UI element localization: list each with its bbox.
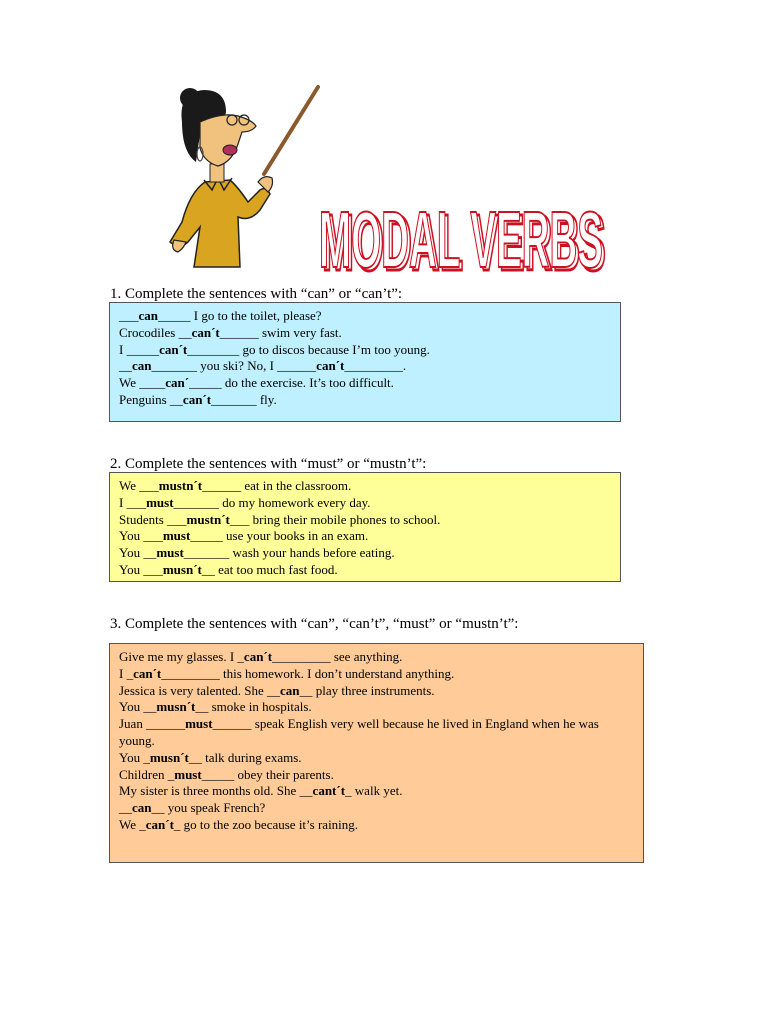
answer-word: can´t [316, 358, 345, 374]
sentence-text: _______ wash your hands before eating. [183, 545, 395, 561]
title-shadow: MODAL VERBS [322, 198, 606, 276]
sentence-text: I ___ [119, 494, 147, 510]
sentence-text: _____ do the exercise. It’s too difficult. [189, 375, 394, 391]
exercise-sentence [119, 666, 634, 683]
title-text: MODAL VERBS [319, 196, 603, 276]
exercise-sentence [119, 750, 634, 767]
sentence-text: __ talk during exams. [188, 749, 302, 765]
sentence-text: ______ speak English very well because he lived in England when he was young. [119, 716, 599, 748]
answer-word: can [132, 800, 152, 816]
section-1-exercise-box [109, 302, 621, 422]
answer-word: must [156, 545, 184, 561]
answer-word: can´ [165, 375, 190, 391]
teacher-hair-bun [180, 88, 200, 108]
sentence-text: __ play three instruments. [299, 682, 435, 698]
sentence-text: ________ go to discos because I’m too young. [187, 341, 430, 357]
exercise-sentence [119, 699, 634, 716]
answer-word: can´t [182, 391, 212, 407]
teacher-illustration [160, 82, 330, 272]
answer-word: must [174, 766, 202, 782]
answer-word: can [132, 358, 152, 374]
answer-word: musn´t [149, 749, 189, 765]
answer-word: musn´t [162, 561, 202, 577]
exercise-sentence [119, 358, 611, 375]
answer-word: can´t [133, 665, 162, 681]
exercise-sentence [119, 783, 634, 800]
sentence-text: ___ [119, 308, 139, 323]
exercise-sentence [119, 528, 611, 545]
sentence-text: _ walk yet. [345, 783, 403, 799]
answer-word: cant´t [312, 783, 346, 799]
sentence-text: __ [119, 358, 132, 374]
sentence-text: _ go to the zoo because it’s raining. [173, 816, 359, 832]
answer-word: mustn´t [158, 478, 203, 493]
sentence-text: ___ bring their mobile phones to school. [229, 511, 441, 527]
answer-word: can´t [159, 341, 188, 357]
sentence-text: Juan ______ [119, 716, 186, 732]
answer-word: can´t [145, 816, 174, 832]
teacher-mouth [223, 145, 237, 155]
exercise-sentence [119, 512, 611, 529]
sentence-text: _______ you ski? No, I ______ [151, 358, 317, 374]
answer-word: can´t [191, 324, 220, 340]
answer-word: can´t [243, 649, 273, 664]
sentence-text: _______ do my homework every day. [173, 494, 371, 510]
sentence-text: __ you speak French? [151, 800, 266, 816]
sentence-text: _________ this homework. I don’t understand anything. [161, 665, 455, 681]
sentence-text: _____ use your books in an exam. [190, 528, 369, 544]
sentence-text: I _ [119, 665, 134, 681]
exercise-sentence [119, 325, 611, 342]
exercise-sentence [119, 649, 634, 666]
sentence-text: You _ [119, 749, 150, 765]
sentence-text: We _ [119, 816, 146, 832]
sentence-text: You __ [119, 699, 157, 715]
exercise-sentence [119, 392, 611, 409]
sentence-text: __ eat too much fast food. [201, 561, 338, 577]
exercise-sentence [119, 375, 611, 392]
sentence-text: _______ fly. [211, 391, 277, 407]
exercise-sentence [119, 545, 611, 562]
exercise-sentence [119, 478, 611, 495]
sentence-text: We ___ [119, 478, 159, 493]
sentence-text: Crocodiles __ [119, 324, 192, 340]
exercise-sentence [119, 495, 611, 512]
sentence-text: You ___ [119, 528, 163, 544]
sentence-text: __ smoke in hospitals. [195, 699, 312, 715]
title-word-art [318, 196, 610, 276]
section-2-exercise-box [109, 472, 621, 582]
sentence-text: We ____ [119, 375, 166, 391]
section-3-heading: 3. Complete the sentences with “can”, “can’t”, “must” or “mustn’t”: [110, 616, 519, 632]
exercise-sentence [119, 308, 611, 325]
section-1-heading: 1. Complete the sentences with “can” or “can’t”: [110, 286, 403, 302]
exercise-sentence [119, 562, 611, 579]
teacher-lower-hand [173, 240, 186, 252]
sentence-text: You ___ [119, 561, 163, 577]
section-2-heading: 2. Complete the sentences with “must” or “mustn’t”: [110, 456, 427, 472]
sentence-text: _____ I go to the toilet, please? [158, 308, 322, 323]
sentence-text: _________. [344, 358, 407, 374]
sentence-text: You __ [119, 545, 157, 561]
sentence-text: Students ___ [119, 511, 187, 527]
answer-word: must [146, 494, 174, 510]
sentence-text: I _____ [119, 341, 160, 357]
pointer-stick [264, 87, 318, 174]
exercise-sentence [119, 800, 634, 817]
teacher-neck [210, 164, 224, 182]
sentence-text: _________ see anything. [272, 649, 403, 664]
sentence-text: _____ obey their parents. [201, 766, 334, 782]
sentence-text: My sister is three months old. She __ [119, 783, 313, 799]
answer-word: can [280, 682, 300, 698]
sentence-text: Give me my glasses. I _ [119, 649, 244, 664]
answer-word: mustn´t [186, 511, 230, 527]
exercise-sentence [119, 683, 634, 700]
answer-word: must [162, 528, 191, 544]
answer-word: musn´t [156, 699, 196, 715]
answer-word: can [138, 308, 158, 323]
answer-word: must [185, 716, 213, 732]
sentence-text: __ [119, 800, 132, 816]
sentence-text: Penguins __ [119, 391, 183, 407]
exercise-sentence [119, 767, 634, 784]
sentence-text: ______ swim very fast. [219, 324, 342, 340]
sentence-text: ______ eat in the classroom. [202, 478, 352, 493]
sentence-text: Jessica is very talented. She __ [119, 682, 281, 698]
teacher-dress [170, 180, 270, 267]
exercise-sentence [119, 716, 634, 750]
sentence-text: Children _ [119, 766, 175, 782]
section-3-exercise-box [109, 643, 644, 863]
exercise-sentence [119, 817, 634, 834]
exercise-sentence [119, 342, 611, 359]
